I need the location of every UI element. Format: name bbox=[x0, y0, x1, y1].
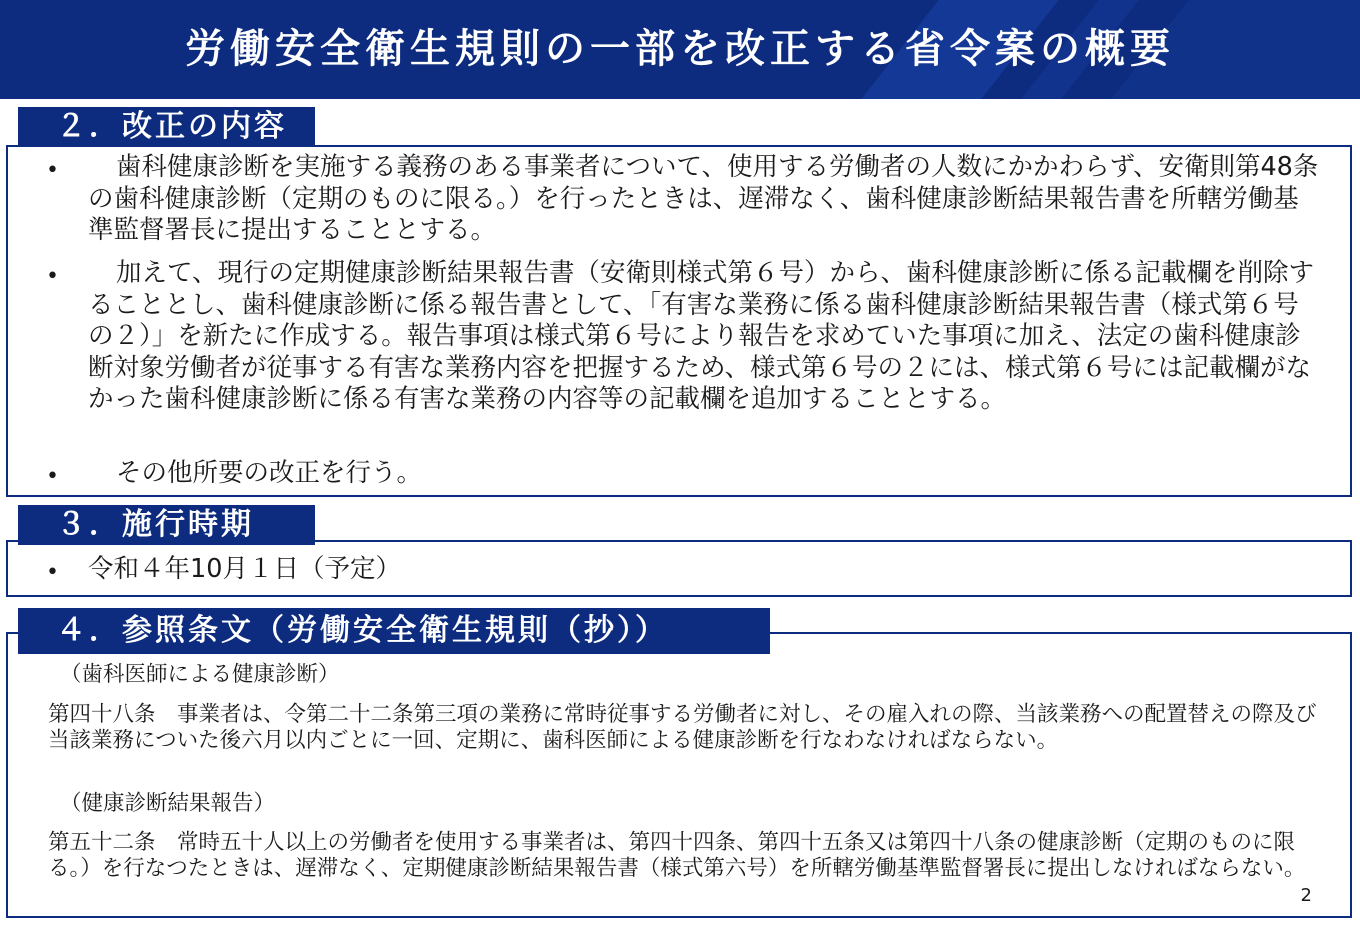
bullet-item bbox=[88, 152, 1320, 247]
section-heading-reference: ４．参照条文（労働安全衛生規則（抄）） bbox=[18, 608, 770, 654]
bullet-item bbox=[88, 458, 1320, 490]
article-text: 第五十二条 常時五十人以上の労働者を使用する事業者は、第四十四条、第四十五条又は第四十八条の健康診断（定期のものに限る。）を行なつたときは、遅滞なく、定期健康診断結果報告書（様式第六号）を所轄労働基準監督署長に提出しなければならない。 bbox=[48, 830, 1306, 881]
bullet-text: 歯科健康診断を実施する義務のある事業者について、使用する労働者の人数にかかわらず、安衛則第48条の歯科健康診断（定期のものに限る。）を行ったときは、遅滞なく、歯科健康診断結果報告書を所轄労働基準監督署長に提出することとする。 bbox=[88, 152, 1319, 245]
bullet-text: 令和４年10月１日（予定） bbox=[88, 554, 401, 584]
bullet-icon: • bbox=[46, 264, 59, 289]
page-number: 2 bbox=[1300, 885, 1312, 906]
article-text: 第四十八条 事業者は、令第二十二条第三項の業務に常時従事する労働者に対し、その雇入れの際、当該業務への配置替えの際及び当該業務についた後六月以内ごとに一回、定期に、歯科医師による健康診断を行なわなければならない。 bbox=[48, 702, 1317, 753]
bullet-text: その他所要の改正を行う。 bbox=[116, 458, 423, 488]
bullet-item bbox=[88, 554, 1320, 586]
bullet-icon: • bbox=[46, 560, 59, 585]
article-caption: （健康診断結果報告） bbox=[60, 791, 276, 816]
bullet-icon: • bbox=[46, 464, 59, 489]
section-rule bbox=[315, 145, 1352, 147]
section-heading-enforcement: ３．施行時期 bbox=[18, 505, 315, 545]
page-title: 労働安全衛生規則の一部を改正する省令案の概要 bbox=[185, 26, 1175, 72]
article-caption: （歯科医師による健康診断） bbox=[60, 662, 340, 687]
bullet-text: 加えて、現行の定期健康診断結果報告書（安衛則様式第６号）から、歯科健康診断に係る記載欄を削除することとし、歯科健康診断に係る報告書として、「有害な業務に係る歯科健康診断結果報告書（様式第６号の２）」を新たに作成する。報告事項は様式第６号により報告を求めていた事項に加え、法定の歯科健康診断対象労働者が従事する有害な業務内容を把握するため、様式第６号の２には、様式第６号には記載欄がなかった歯科健康診断に係る有害な業務の内容等の記載欄を追加することとする。 bbox=[88, 258, 1314, 414]
bullet-icon: • bbox=[46, 158, 59, 183]
section-heading-amendment: ２．改正の内容 bbox=[18, 107, 315, 147]
title-bar bbox=[0, 0, 1360, 99]
bullet-item bbox=[88, 258, 1320, 416]
